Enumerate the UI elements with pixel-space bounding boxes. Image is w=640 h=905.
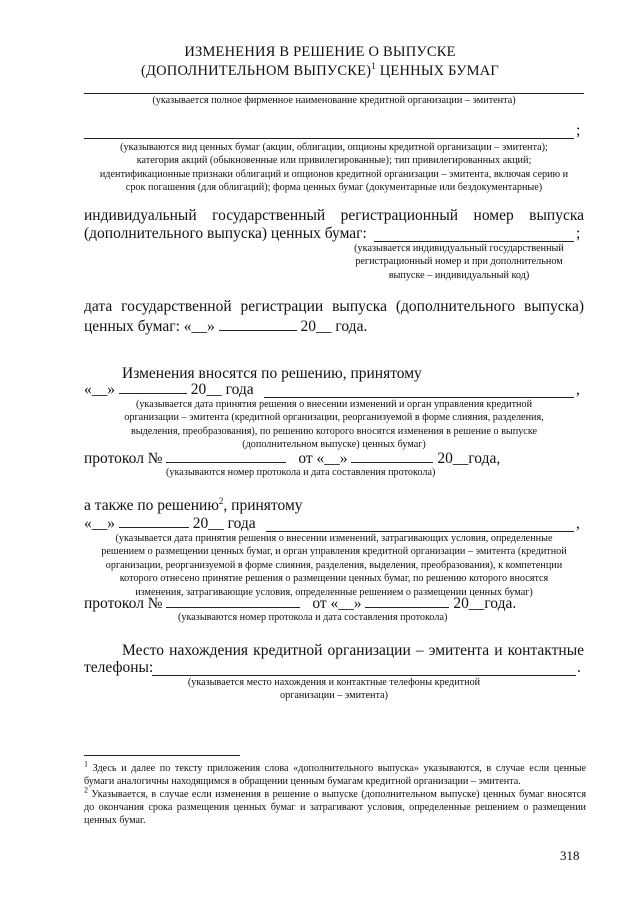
issuer-name-hint: (указывается полное фирменное наименование кредитной организации – эмитента) [152, 95, 516, 106]
decision1-protocol-year: 20__года, [437, 450, 501, 467]
reg-date-line1: дата государственной регистрации выпуска (дополнительного выпуска) [84, 298, 584, 315]
location-end-mark: . [577, 659, 581, 676]
footnote-2: $^2$ Указывается, в случае если изменения в решение о выпуске (дополнительном выпуске) ценных бумаг вносятся до окончания срока размещения ценных бумаг и затрагивают условия, определенные решением о размещении ценных бумаг. [84, 785, 586, 826]
decision2-protocol-label: протокол № [84, 595, 163, 612]
decision2-hint: (указывается дата принятия решения о внесении изменений, затрагивающих условия, определенные решением о размещении ценных бумаг, и орган управления кредитной организации – эмитента (кредитной организации, реорганизуемой в форме слияния, разделения, выделения, преобразования), к компетенции которого отнесено принятие решения о размещении ценных бумаг, по решению которого вносятся изменения, затрагивающие условия, определенные решением о размещении ценных бумаг) [101, 533, 567, 598]
decision1-hint: (указывается дата принятия решения о внесении изменений и орган управления кредитной организации – эмитента (кредитной организации, реорганизуемой в форме слияния, разделения, выделения, преобразования), по решению которого вносятся изменения в решение о выпуске (дополнительном выпуске) ценных бумаг) [124, 399, 544, 451]
securities-type-field[interactable] [84, 138, 574, 139]
decision1-end-mark: , [576, 381, 580, 398]
footnote-1: $^1$ Здесь и далее по тексту приложения слова «дополнительного выпуска» указываются, в случае если ценные бумаги аналогичны находящимся в обращении ценным бумагам кредитной организации – эмитента. [84, 759, 586, 787]
decision1-date-line [84, 381, 254, 399]
securities-end-mark: ; [576, 122, 581, 139]
document-title-line2: (ДОПОЛНИТЕЛЬНОМ ВЫПУСКЕ)$^1$ ЦЕННЫХ БУМАГ [141, 61, 499, 79]
decision1-protocol-number-field[interactable] [166, 450, 286, 463]
page-number: 318 [560, 848, 580, 863]
decision1-protocol-from: от «__» [298, 450, 348, 467]
reg-date-day: ценных бумаг: «__» [84, 318, 215, 335]
reg-date-year: 20__ года. [300, 318, 368, 335]
decision2-protocol-year: 20__года. [453, 595, 517, 612]
decision1-protocol-hint: (указываются номер протокола и дата составления протокола) [166, 467, 436, 478]
location-line2: телефоны: [84, 659, 154, 676]
footnote-separator [84, 755, 240, 756]
reg-number-line1: индивидуальный государственный регистрационный номер выпуска [84, 207, 584, 224]
location-hint: (указывается место нахождения и контактные телефоны кредитной организации – эмитента) [187, 677, 481, 702]
decision2-protocol-month-field[interactable] [365, 595, 449, 608]
decision2-day: «__» [84, 515, 115, 532]
decision2-protocol-from: от «__» [312, 595, 362, 612]
document-title-line1: ИЗМЕНЕНИЯ В РЕШЕНИЕ О ВЫПУСКЕ [184, 44, 456, 60]
decision1-month-field[interactable] [119, 381, 187, 394]
decision1-day: «__» [84, 381, 115, 398]
reg-number-end-mark: ; [576, 225, 581, 242]
location-line1: Место нахождения кредитной организации – эмитента и контактные [122, 642, 584, 659]
decision2-month-field[interactable] [119, 515, 189, 528]
footnotes [84, 759, 586, 827]
reg-date-line2 [84, 318, 367, 336]
decision2-date-line [84, 515, 256, 533]
securities-type-hint: (указываются вид ценных бумаг (акции, облигации, опционы кредитной организации – эмитента); категория акций (обыкновенные или привилегированные); тип привилегированных акций; идентификационные признаки облигаций и опционов кредитной организации – эмитента, включая серию и срок погашения (для облигаций); форма ценных бумаг (документарные или бездокументарные) [99, 142, 569, 194]
decision1-intro: Изменения вносятся по решению, принятому [122, 365, 422, 382]
reg-number-line2: (дополнительного выпуска) ценных бумаг: [84, 225, 367, 242]
decision2-protocol-hint: (указываются номер протокола и дата составления протокола) [178, 612, 448, 623]
decision2-intro: а также по решению$^2$, принятому [84, 495, 303, 514]
reg-date-month-field[interactable] [219, 318, 297, 331]
decision1-protocol-label: протокол № [84, 450, 163, 467]
decision1-year: 20__ года [190, 381, 254, 398]
decision2-end-mark: , [576, 515, 580, 532]
decision2-protocol-number-field[interactable] [166, 595, 300, 608]
decision1-protocol-month-field[interactable] [351, 450, 433, 463]
decision2-year: 20__ года [192, 515, 256, 532]
reg-number-hint: (указывается индивидуальный государственный регистрационный номер и при дополнительном выпуске – индивидуальный код) [354, 243, 564, 281]
